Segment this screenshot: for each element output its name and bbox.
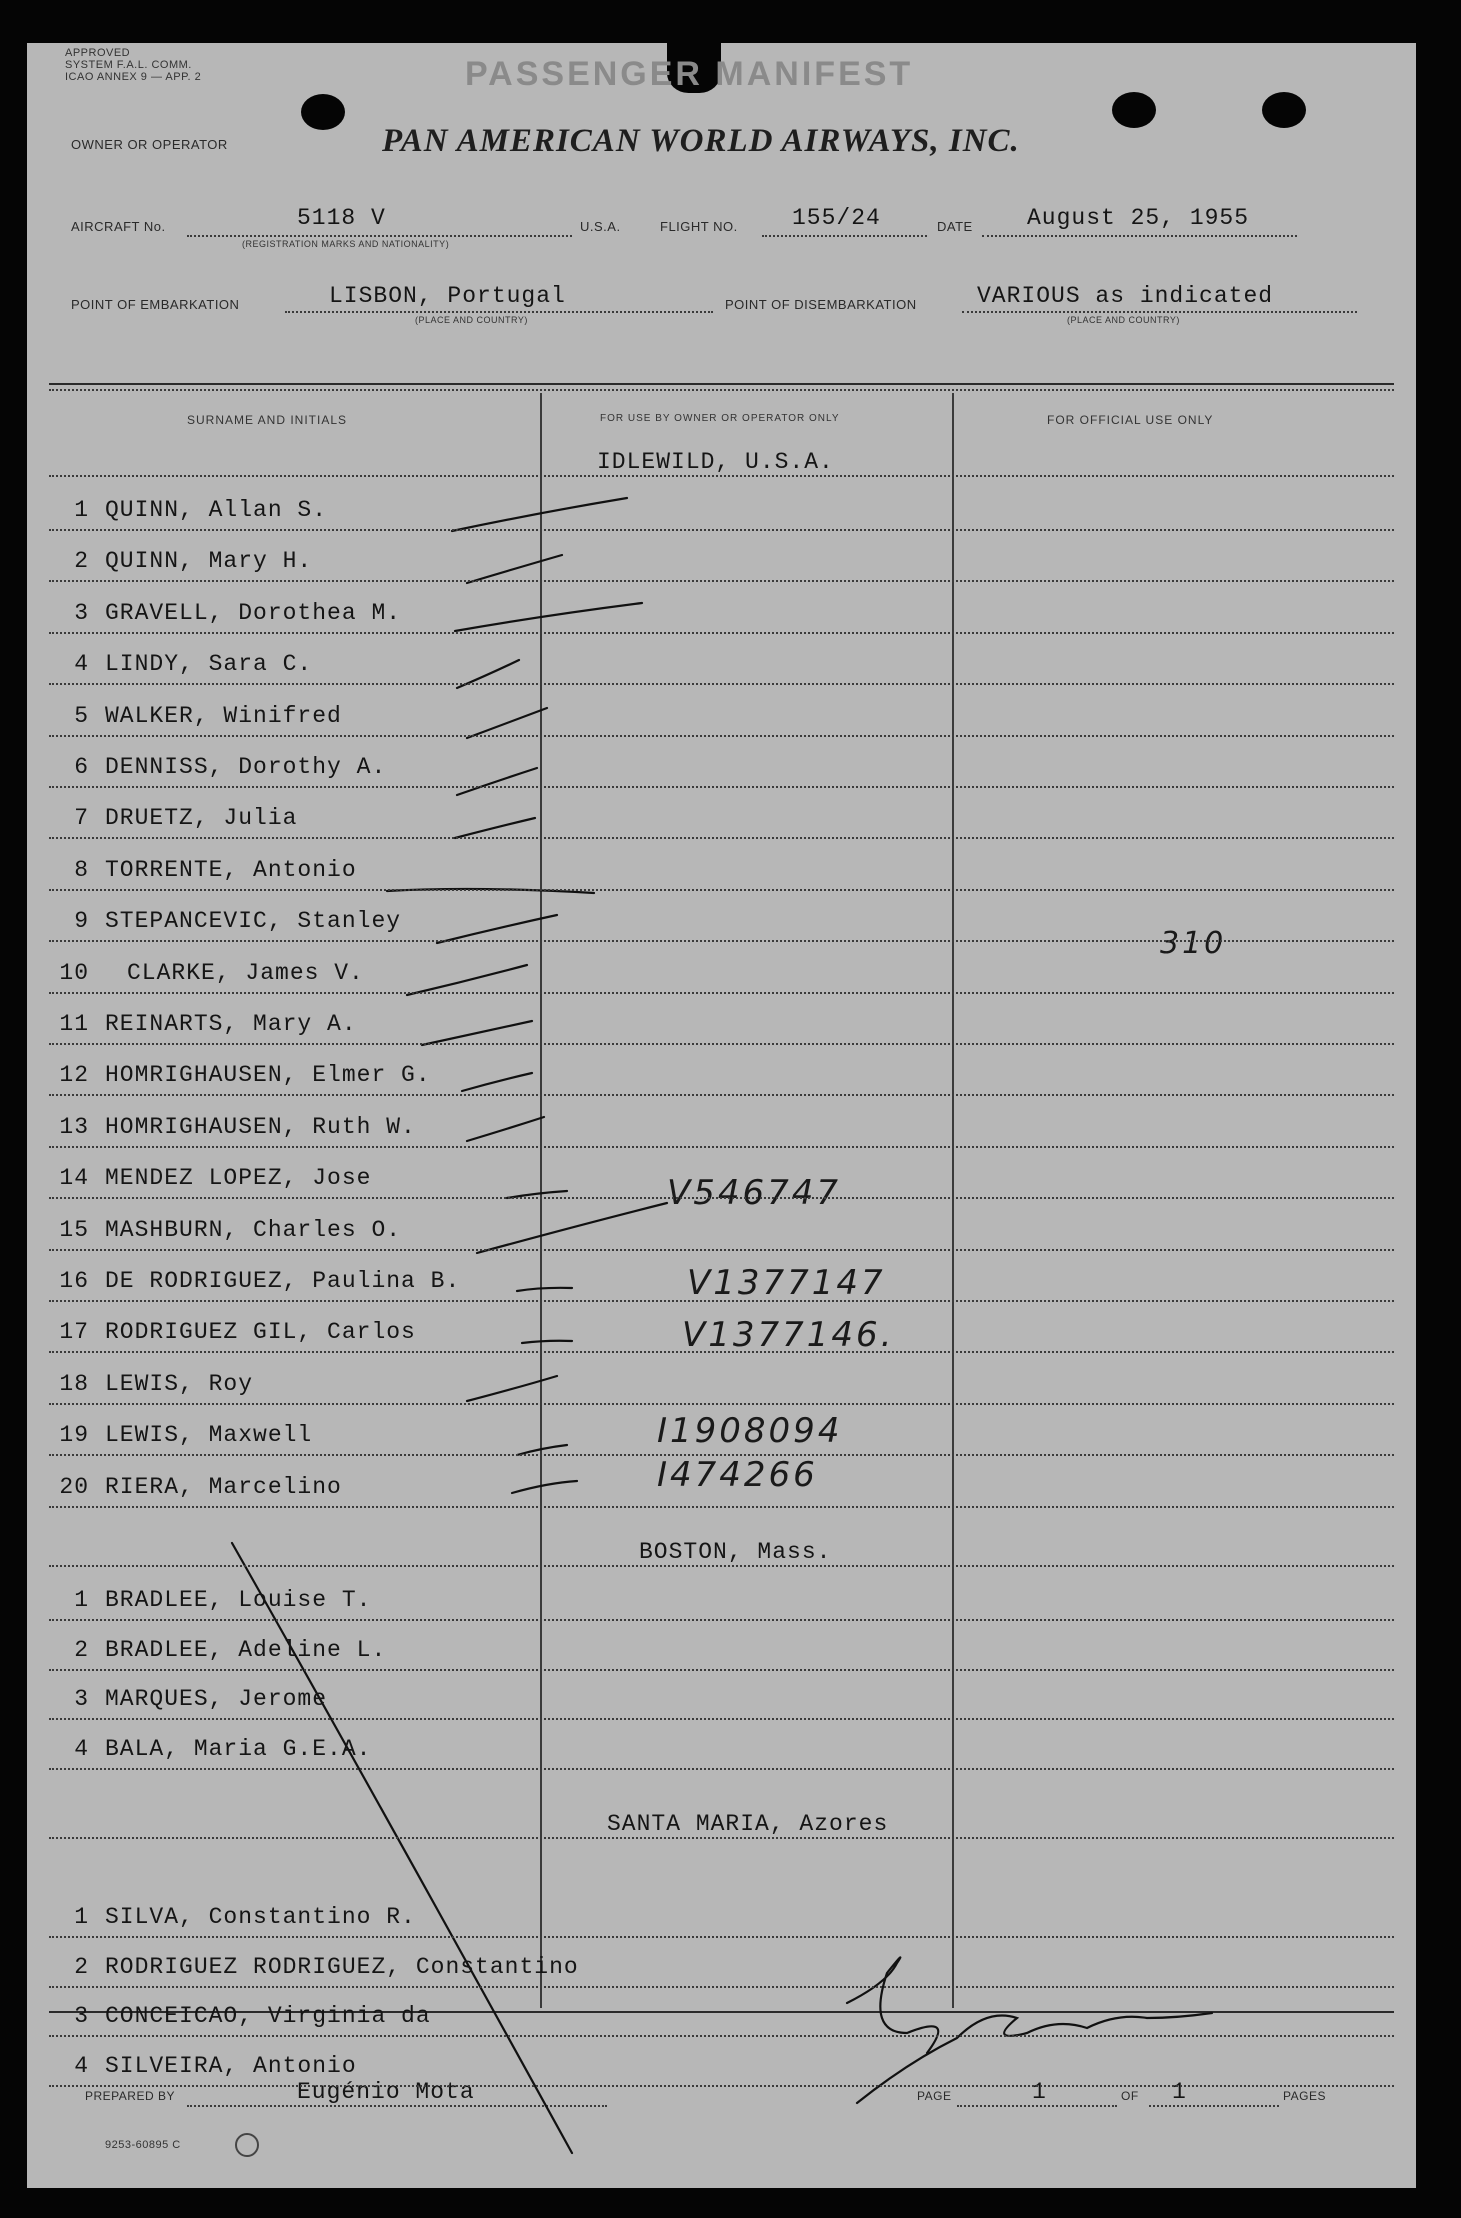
handwritten-visa-14: V546747 — [667, 1173, 842, 1213]
embarkation-caption: (PLACE AND COUNTRY) — [415, 315, 528, 325]
row-number: 9 — [74, 908, 89, 935]
prepared-by-label: PREPARED BY — [85, 2089, 175, 2103]
owner-label: OWNER OR OPERATOR — [71, 137, 228, 152]
passenger-name: MENDEZ LOPEZ, Jose — [105, 1165, 372, 1192]
table-row — [27, 805, 1416, 835]
passenger-name: GRAVELL, Dorothea M. — [105, 599, 402, 626]
table-row — [27, 1904, 1416, 1934]
row-number: 3 — [74, 2003, 89, 2029]
row-number: 5 — [74, 702, 89, 729]
row-number: 4 — [74, 651, 89, 678]
passenger-name: MARQUES, Jerome — [105, 1686, 328, 1712]
row-number: 17 — [59, 1319, 89, 1346]
table-row — [27, 651, 1416, 681]
col-header-official: FOR OFFICIAL USE ONLY — [1047, 413, 1214, 427]
destination-header: BOSTON, Mass. — [639, 1539, 832, 1565]
row-number: 4 — [74, 1735, 89, 1762]
table-row — [27, 1114, 1416, 1144]
row-number: 19 — [59, 1422, 89, 1449]
row-number: 13 — [59, 1113, 89, 1140]
prepared-by-value: Eugénio Mota — [297, 2079, 475, 2105]
row-number: 1 — [74, 1587, 89, 1613]
passenger-name: CONCEICAO, Virginia da — [105, 2003, 431, 2029]
table-row — [27, 1319, 1416, 1349]
table-row — [27, 2053, 1416, 2083]
page-value: 1 — [1032, 2079, 1047, 2105]
passenger-name: SILVEIRA, Antonio — [105, 2052, 357, 2079]
passenger-name: MASHBURN, Charles O. — [105, 1216, 402, 1243]
passenger-name: BRADLEE, Louise T. — [105, 1587, 372, 1613]
row-number: 6 — [74, 754, 89, 780]
pages-label: PAGES — [1283, 2089, 1326, 2103]
passenger-name: RODRIGUEZ GIL, Carlos — [105, 1319, 416, 1346]
operator-name: PAN AMERICAN WORLD AIRWAYS, INC. — [382, 123, 1020, 159]
table-row — [27, 1736, 1416, 1766]
row-number: 12 — [59, 1062, 89, 1089]
table-row — [27, 1062, 1416, 1092]
form-number: 9253-60895 C — [105, 2139, 181, 2151]
table-row — [27, 1474, 1416, 1504]
passenger-name: REINARTS, Mary A. — [105, 1011, 357, 1037]
table-row — [27, 703, 1416, 733]
passenger-name: HOMRIGHAUSEN, Elmer G. — [105, 1062, 431, 1089]
table-row — [27, 1011, 1416, 1041]
passenger-name: TORRENTE, Antonio — [105, 856, 357, 883]
passenger-name: LINDY, Sara C. — [105, 651, 313, 678]
destination-header: IDLEWILD, U.S.A. — [597, 449, 834, 475]
passenger-name: BRADLEE, Adeline L. — [105, 1636, 387, 1663]
flight-value: 155/24 — [792, 205, 881, 231]
row-number: 1 — [74, 497, 89, 523]
row-number: 2 — [74, 1953, 89, 1980]
disembarkation-label: POINT OF DISEMBARKATION — [725, 297, 917, 312]
table-row — [27, 857, 1416, 887]
table-row — [27, 1954, 1416, 1984]
handwritten-visa-19: I1908094 — [657, 1411, 843, 1451]
aircraft-caption: (REGISTRATION MARKS AND NATIONALITY) — [242, 239, 450, 249]
destination-header: SANTA MARIA, Azores — [607, 1811, 889, 1837]
date-label: DATE — [937, 219, 973, 234]
row-number: 2 — [74, 1636, 89, 1663]
passenger-name: WALKER, Winifred — [105, 702, 342, 729]
passenger-name: RODRIGUEZ RODRIGUEZ, Constantino — [105, 1953, 579, 1980]
handwritten-visa-16: V1377147 — [687, 1263, 886, 1303]
passenger-name: DRUETZ, Julia — [105, 805, 298, 832]
row-number: 4 — [74, 2052, 89, 2079]
passenger-name: STEPANCEVIC, Stanley — [105, 908, 402, 935]
table-row — [27, 1268, 1416, 1298]
row-number: 1 — [74, 1904, 89, 1930]
usa-label: U.S.A. — [580, 219, 621, 234]
row-number: 3 — [74, 599, 89, 626]
table-row — [27, 1371, 1416, 1401]
row-number: 18 — [59, 1370, 89, 1397]
passenger-name: CLARKE, James V. — [127, 959, 364, 986]
passenger-name: BALA, Maria G.E.A. — [105, 1735, 372, 1762]
passenger-name: HOMRIGHAUSEN, Ruth W. — [105, 1113, 416, 1140]
disembarkation-caption: (PLACE AND COUNTRY) — [1067, 315, 1180, 325]
handwritten-official-note: 310 — [1160, 926, 1227, 961]
row-number: 15 — [59, 1216, 89, 1243]
embarkation-value: LISBON, Portugal — [329, 283, 566, 309]
of-label: OF — [1121, 2089, 1139, 2103]
table-row — [27, 600, 1416, 630]
row-number: 14 — [59, 1165, 89, 1192]
row-number: 8 — [74, 856, 89, 883]
row-number: 2 — [74, 548, 89, 575]
table-row — [27, 2003, 1416, 2033]
handwritten-visa-17: V1377146. — [682, 1315, 895, 1355]
table-row — [27, 1217, 1416, 1247]
table-row — [27, 1165, 1416, 1195]
manifest-sheet — [27, 43, 1416, 2188]
row-number: 11 — [59, 1011, 89, 1037]
handwritten-visa-20: I474266 — [657, 1455, 818, 1495]
row-number: 7 — [74, 805, 89, 832]
row-number: 10 — [59, 959, 89, 986]
table-row — [27, 1587, 1416, 1617]
passenger-name: LEWIS, Maxwell — [105, 1422, 313, 1449]
table-row — [27, 1686, 1416, 1716]
passenger-name: DE RODRIGUEZ, Paulina B. — [105, 1268, 461, 1294]
passenger-name: QUINN, Allan S. — [105, 497, 328, 523]
flight-label: FLIGHT NO. — [660, 219, 738, 234]
table-row — [27, 497, 1416, 527]
table-row — [27, 548, 1416, 578]
passenger-name: SILVA, Constantino R. — [105, 1904, 416, 1930]
passenger-name: DENNISS, Dorothy A. — [105, 754, 387, 780]
page-label: PAGE — [917, 2089, 952, 2103]
table-row — [27, 1637, 1416, 1667]
passenger-name: LEWIS, Roy — [105, 1370, 254, 1397]
col-header-surname: SURNAME AND INITIALS — [187, 413, 348, 427]
form-title: PASSENGER MANIFEST — [465, 55, 914, 93]
row-number: 20 — [59, 1473, 89, 1500]
of-value: 1 — [1172, 2079, 1187, 2105]
row-number: 16 — [59, 1268, 89, 1294]
table-row — [27, 1422, 1416, 1452]
col-header-owner: FOR USE BY OWNER OR OPERATOR ONLY — [600, 413, 840, 424]
passenger-name: QUINN, Mary H. — [105, 548, 313, 575]
aircraft-label: AIRCRAFT No. — [71, 219, 166, 234]
date-value: August 25, 1955 — [1027, 205, 1250, 231]
aircraft-value: 5118 V — [297, 205, 386, 231]
disembarkation-value: VARIOUS as indicated — [977, 283, 1274, 309]
approval-note: APPROVED SYSTEM F.A.L. COMM. ICAO ANNEX 9 — APP. 2 — [65, 47, 202, 83]
passenger-name: RIERA, Marcelino — [105, 1473, 342, 1500]
table-row — [27, 754, 1416, 784]
table-row — [27, 908, 1416, 938]
embarkation-label: POINT OF EMBARKATION — [71, 297, 240, 312]
table-row — [27, 960, 1416, 990]
row-number: 3 — [74, 1686, 89, 1712]
